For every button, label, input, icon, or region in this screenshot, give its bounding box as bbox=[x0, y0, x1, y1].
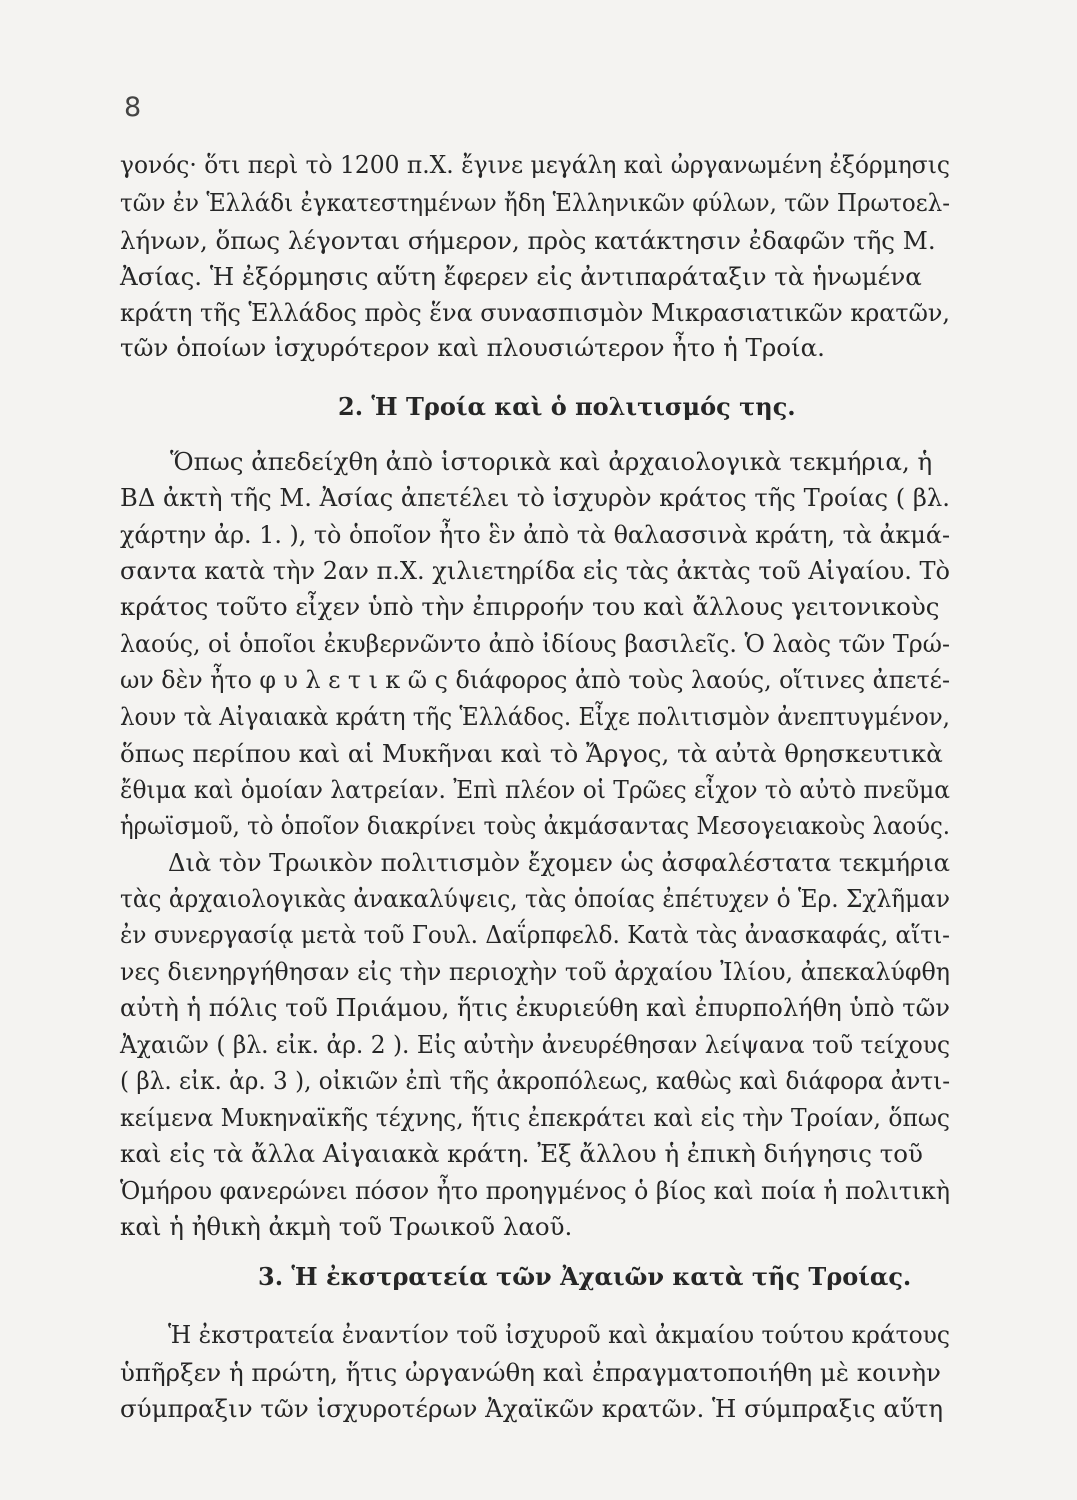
page-number: 8 bbox=[124, 92, 142, 123]
book-page: 8 γονός· ὅτι περὶ τὸ 1200 π.Χ. ἔγινε μεγάλη καὶ ὠργανωμένη ἐξόρμησις τῶν ἐν Ἑλλάδι ἐγκατεστημένων ἤδη Ἑλληνικῶν φύλων, τῶν Πρωτοελ- λήνων, ὅπως λέγονται σήμερον, πρὸς κατάκτησιν ἐδαφῶν τῆς Μ. Ἀσίας. Ἡ ἐξόρμησις αὕτη ἔφερεν εἰς ἀντιπαράταξιν τὰ ἡνωμένα κράτη τῆς Ἑλλάδος πρὸς ἕνα συνασπισμὸν Μικρασιατικῶν κρατῶν, τῶν ὁποίων ἰσχυρότερον καὶ πλουσιώτερον ἦτο ἡ Τροία. 2. Ἡ Τροία καὶ ὁ πολιτισμός της. Ὅπως ἀπεδείχθη ἀπὸ ἱστορικὰ καὶ ἀρχαιολογικὰ τεκμήρια, ἡ ΒΔ ἀκτὴ τῆς Μ. Ἀσίας ἀπετέλει τὸ ἰσχυρὸν κράτος τῆς Τροίας ( βλ. χάρτην ἀρ. 1. ), τὸ ὁποῖον ἦτο ἓν ἀπὸ τὰ θαλασσινὰ κράτη, τὰ ἀκμά- σαντα κατὰ τὴν 2αν π.Χ. χιλιετηρίδα εἰς τὰς ἀκτὰς τοῦ Αἰγαίου. Τὸ κράτος τοῦτο εἶχεν ὑπὸ τὴν ἐπιρροήν του καὶ ἄλλους γειτονικοὺς λαούς, οἱ ὁποῖοι ἐκυβερνῶντο ἀπὸ ἰδίους βασιλεῖς. Ὁ λαὸς τῶν Τρώ- ων δὲν ἦτο φ υ λ ε τ ι κ ῶ ς διάφορος ἀπὸ τοὺς λαούς, οἵτινες ἀπετέ- λουν τὰ Αἰγαιακὰ κράτη τῆς Ἑλλάδος. Εἶχε πολιτισμὸν ἀνεπτυγμένον, ὅπως περίπου καὶ αἱ Μυκῆναι καὶ τὸ Ἄργος, τὰ αὐτὰ θρησκευτικὰ ἔθιμα καὶ ὁμοίαν λατρείαν. Ἐπὶ πλέον οἱ Τρῶες εἶχον τὸ αὐτὸ πνεῦμα ἡρωϊσμοῦ, τὸ ὁποῖον διακρίνει τοὺς ἀκμάσαντας Μεσογειακοὺς λαούς. Διὰ τὸν Τρωικὸν πολιτισμὸν ἔχομεν ὡς ἀσφαλέστατα τεκμήρια τὰς ἀρχαιολογικὰς ἀνακαλύψεις, τὰς ὁποίας ἐπέτυχεν ὁ Ἑρ. Σχλῆμαν ἐν συνεργασίᾳ μετὰ τοῦ Γουλ. Δαΐρπφελδ. Κατὰ τὰς ἀνασκαφάς, αἵτι- νες διενηργήθησαν εἰς τὴν περιοχὴν τοῦ ἀρχαίου Ἰλίου, ἀπεκαλύφθη αὐτὴ ἡ πόλις τοῦ Πριάμου, ἥτις ἐκυριεύθη καὶ ἐπυρπολήθη ὑπὸ τῶν Ἀχαιῶν ( βλ. εἰκ. ἀρ. 2 ). Εἰς αὐτὴν ἀνευρέθησαν λείψανα τοῦ τείχους ( βλ. εἰκ. ἀρ. 3 ), οἰκιῶν ἐπὶ τῆς ἀκροπόλεως, καθὼς καὶ διάφορα ἀντι- κείμενα Μυκηναϊκῆς τέχνης, ἥτις ἐπεκράτει καὶ εἰς τὴν Τροίαν, ὅπως καὶ εἰς τὰ ἄλλα Αἰγαιακὰ κράτη. Ἐξ ἄλλου ἡ ἐπικὴ διήγησις τοῦ Ὁμήρου φανερώνει πόσον ἦτο προηγμένος ὁ βίος καὶ ποία ἡ πολιτικὴ καὶ ἡ ἠθικὴ ἀκμὴ τοῦ Τρωικοῦ λαοῦ. 3. Ἡ ἐκστρατεία τῶν Ἀχαιῶν κατὰ τῆς Τροίας. Ἡ ἐκστρατεία ἐναντίον τοῦ ἰσχυροῦ καὶ ἀκμαίου τούτου κράτους ὑπῆρξεν ἡ πρώτη, ἥτις ὠργανώθη καὶ ἐπραγματοποιήθη μὲ κοινὴν σύμπραξιν τῶν ἰσχυροτέρων Ἀχαϊκῶν κρατῶν. Ἡ σύμπραξις αὕτη bbox=[120, 92, 950, 1423]
